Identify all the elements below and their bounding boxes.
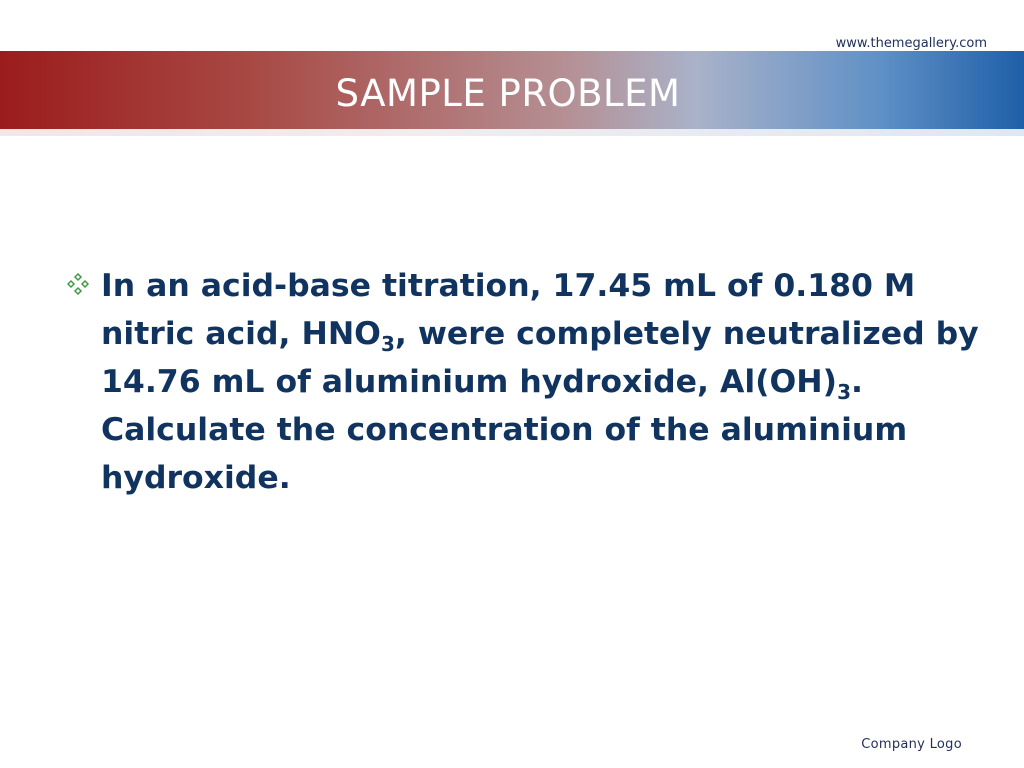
- slide-title: SAMPLE PROBLEM: [335, 72, 681, 115]
- problem-text-part-2: , were completely neutralized by 14.76 mL of aluminium hydroxide, Al(OH): [101, 316, 979, 400]
- subscript-3: 3: [837, 380, 851, 404]
- title-band-shadow: [0, 129, 1024, 136]
- bullet-item: [64, 262, 984, 502]
- four-diamond-bullet-icon: [64, 270, 92, 298]
- company-logo: Company Logo: [861, 737, 962, 752]
- problem-text-part-3: . Calculate the concentration of the aluminium hydroxide.: [101, 364, 908, 496]
- problem-text: [101, 262, 984, 502]
- subscript-3: 3: [380, 332, 395, 356]
- site-url[interactable]: www.themegallery.com: [835, 36, 987, 51]
- problem-text-part-1: In an acid-base titration, 17.45 mL of 0.180 M nitric acid, HNO: [101, 268, 916, 352]
